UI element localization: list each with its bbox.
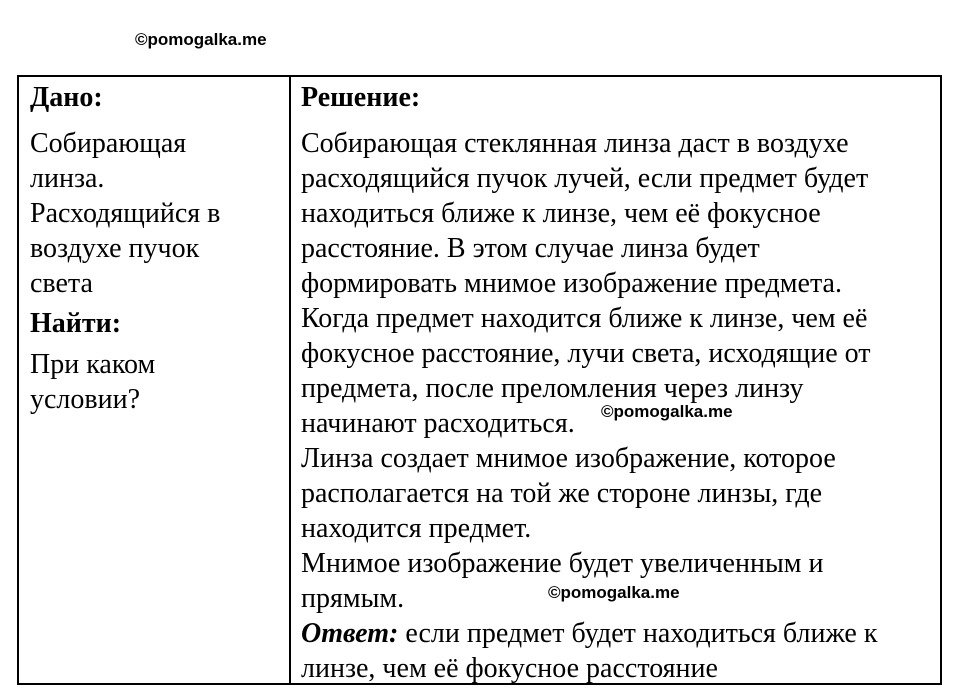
given-heading: Дано: — [30, 82, 103, 113]
given-line: воздухе пучок — [30, 233, 200, 264]
given-column — [30, 80, 280, 417]
column-divider — [289, 77, 291, 683]
find-line: условии? — [30, 384, 141, 415]
solution-line: прямым. — [301, 583, 405, 614]
given-text — [30, 126, 280, 301]
answer-label: Ответ: — [301, 618, 399, 649]
solution-heading: Решение: — [301, 82, 421, 113]
answer-line: линзе, чем её фокусное расстояние — [301, 653, 718, 684]
solution-line: формировать мнимое изображение предмета. — [301, 268, 842, 299]
solution-line: расходящийся пучок лучей, если предмет будет — [301, 163, 869, 194]
solution-line: Собирающая стеклянная линза даст в воздухе — [301, 128, 849, 159]
answer-line — [301, 616, 941, 651]
answer-text: если предмет будет находиться ближе к — [398, 618, 878, 649]
given-line: линза. — [30, 163, 105, 194]
solution-line: находиться ближе к линзе, чем её фокусное — [301, 198, 821, 229]
solution-line: Когда предмет находится ближе к линзе, чем её — [301, 303, 868, 334]
watermark-bottom: ©pomogalka.me — [548, 583, 680, 602]
given-line: Собирающая — [30, 128, 187, 159]
watermark-middle: ©pomogalka.me — [601, 402, 733, 421]
solution-line: расстояние. В этом случае линза будет — [301, 233, 760, 264]
watermark-top: ©pomogalka.me — [135, 30, 267, 49]
solution-line: Линза создает мнимое изображение, которое — [301, 443, 836, 474]
solution-line: находится предмет. — [301, 513, 532, 544]
solution-line: предмета, после преломления через линзу — [301, 373, 804, 404]
find-line: При каком — [30, 349, 156, 380]
solution-line: начинают расходиться. — [301, 408, 575, 439]
solution-line: Мнимое изображение будет увеличенным и — [301, 548, 824, 579]
solution-line: располагается на той же стороне линзы, где — [301, 478, 823, 509]
solution-line: фокусное расстояние, лучи света, исходящие от — [301, 338, 871, 369]
given-line: Расходящийся в — [30, 198, 221, 229]
solution-table — [17, 75, 942, 685]
find-heading: Найти: — [30, 308, 122, 339]
given-line: света — [30, 268, 93, 299]
find-text — [30, 347, 280, 417]
